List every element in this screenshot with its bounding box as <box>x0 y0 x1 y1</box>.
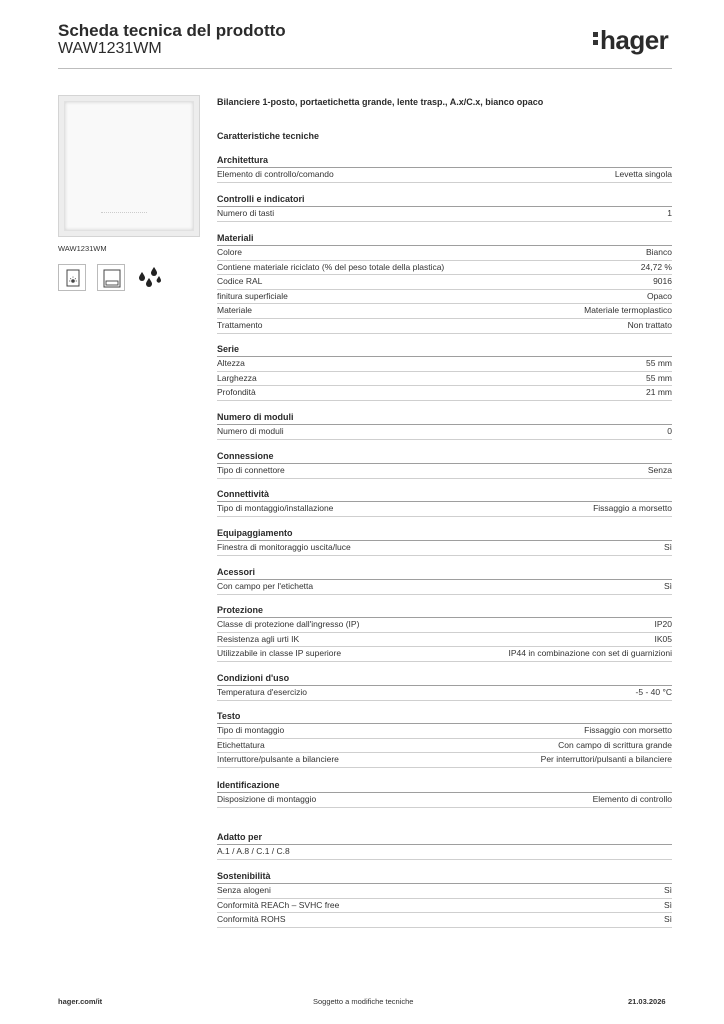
section-title: Connessione <box>217 450 672 464</box>
section-controlli <box>217 193 672 222</box>
spec-row: Codice RAL 9016 <box>217 275 672 290</box>
spec-row: Tipo di montaggio Fissaggio con morsetto <box>217 724 672 739</box>
section-title: Serie <box>217 343 672 357</box>
section-title: Architettura <box>217 154 672 168</box>
spec-row: Tipo di connettore Senza <box>217 464 672 479</box>
product-image <box>58 95 200 237</box>
spec-row: Temperatura d'esercizio -5 - 40 °C <box>217 686 672 701</box>
spec-row: Contiene materiale riciclato (% del peso totale della plastica) 24,72 % <box>217 261 672 276</box>
spec-row: Senza alogeni Sì <box>217 884 672 899</box>
spec-row: Numero di moduli 0 <box>217 425 672 440</box>
spec-row: Con campo per l'etichetta Sì <box>217 580 672 595</box>
water-drops-icon <box>136 264 164 291</box>
section-title: Testo <box>217 710 672 724</box>
section-title: Numero di moduli <box>217 411 672 425</box>
section-title: Protezione <box>217 604 672 618</box>
section-protezione <box>217 604 672 662</box>
spec-row: Colore Bianco <box>217 246 672 261</box>
spec-row: Finestra di monitoraggio uscita/luce Sì <box>217 541 672 556</box>
spec-row: Trattamento Non trattato <box>217 319 672 334</box>
spec-row: Utilizzabile in classe IP superiore IP44 in combinazione con set di guarnizioni <box>217 647 672 662</box>
spec-row: Numero di tasti 1 <box>217 207 672 222</box>
spec-row: Larghezza 55 mm <box>217 372 672 387</box>
section-title: Equipaggiamento <box>217 527 672 541</box>
section-title: Materiali <box>217 232 672 246</box>
section-numero-moduli <box>217 411 672 440</box>
section-sostenibilita <box>217 870 672 928</box>
section-architettura <box>217 154 672 183</box>
section-testo <box>217 710 672 768</box>
label-holder-icon <box>97 264 125 291</box>
spec-row: Conformità REACh – SVHC free Sì <box>217 899 672 914</box>
spec-row: A.1 / A.8 / C.1 / C.8 <box>217 845 672 860</box>
document-title: Scheda tecnica del prodotto <box>58 21 286 40</box>
footer-note: Soggetto a modifiche tecniche <box>313 997 414 1006</box>
spec-row: Materiale Materiale termoplastico <box>217 304 672 319</box>
spec-row: Altezza 55 mm <box>217 357 672 372</box>
section-accessori <box>217 566 672 595</box>
section-title: Connettività <box>217 488 672 502</box>
footer-date: 21.03.2026 <box>628 997 666 1006</box>
spec-row: Tipo di montaggio/installazione Fissaggio a morsetto <box>217 502 672 517</box>
section-title: Controlli e indicatori <box>217 193 672 207</box>
product-code: WAW1231WM <box>58 40 162 57</box>
product-description: Bilanciere 1-posto, portaetichetta grande, lente trasp., A.x/C.x, bianco opaco <box>217 97 544 107</box>
section-title: Acessori <box>217 566 672 580</box>
image-caption: WAW1231WM <box>58 244 107 253</box>
spec-row: Profondità 21 mm <box>217 386 672 401</box>
spec-row: Etichettatura Con campo di scrittura grande <box>217 739 672 754</box>
section-title: Condizioni d'uso <box>217 672 672 686</box>
section-adatto-per <box>217 831 672 860</box>
section-condizioni-uso <box>217 672 672 701</box>
label-field <box>101 212 147 215</box>
section-identificazione <box>217 779 672 808</box>
spec-row: finitura superficiale Opaco <box>217 290 672 305</box>
light-indicator-icon <box>58 264 86 291</box>
section-serie <box>217 343 672 401</box>
section-title: Adatto per <box>217 831 672 845</box>
section-title: Identificazione <box>217 779 672 793</box>
section-connessione <box>217 450 672 479</box>
spec-row: Elemento di controllo/comando Levetta singola <box>217 168 672 183</box>
logo-text: hager <box>600 25 669 55</box>
hager-logo[interactable] <box>593 27 668 53</box>
spec-row: Interruttore/pulsante a bilanciere Per interruttori/pulsanti a bilanciere <box>217 753 672 768</box>
section-title: Sostenibilità <box>217 870 672 884</box>
header-divider <box>58 68 672 69</box>
section-equipaggiamento <box>217 527 672 556</box>
spec-row: Classe di protezione dall'ingresso (IP) IP20 <box>217 618 672 633</box>
footer-website-link[interactable]: hager.com/it <box>58 997 103 1006</box>
section-connettivita <box>217 488 672 517</box>
spec-row: Conformità ROHS Sì <box>217 913 672 928</box>
tech-characteristics-title: Caratteristiche tecniche <box>217 131 320 141</box>
spec-row: Resistenza agli urti IK IK05 <box>217 633 672 648</box>
spec-row: Disposizione di montaggio Elemento di controllo <box>217 793 672 808</box>
logo-dots-icon <box>593 32 598 48</box>
section-materiali <box>217 232 672 334</box>
